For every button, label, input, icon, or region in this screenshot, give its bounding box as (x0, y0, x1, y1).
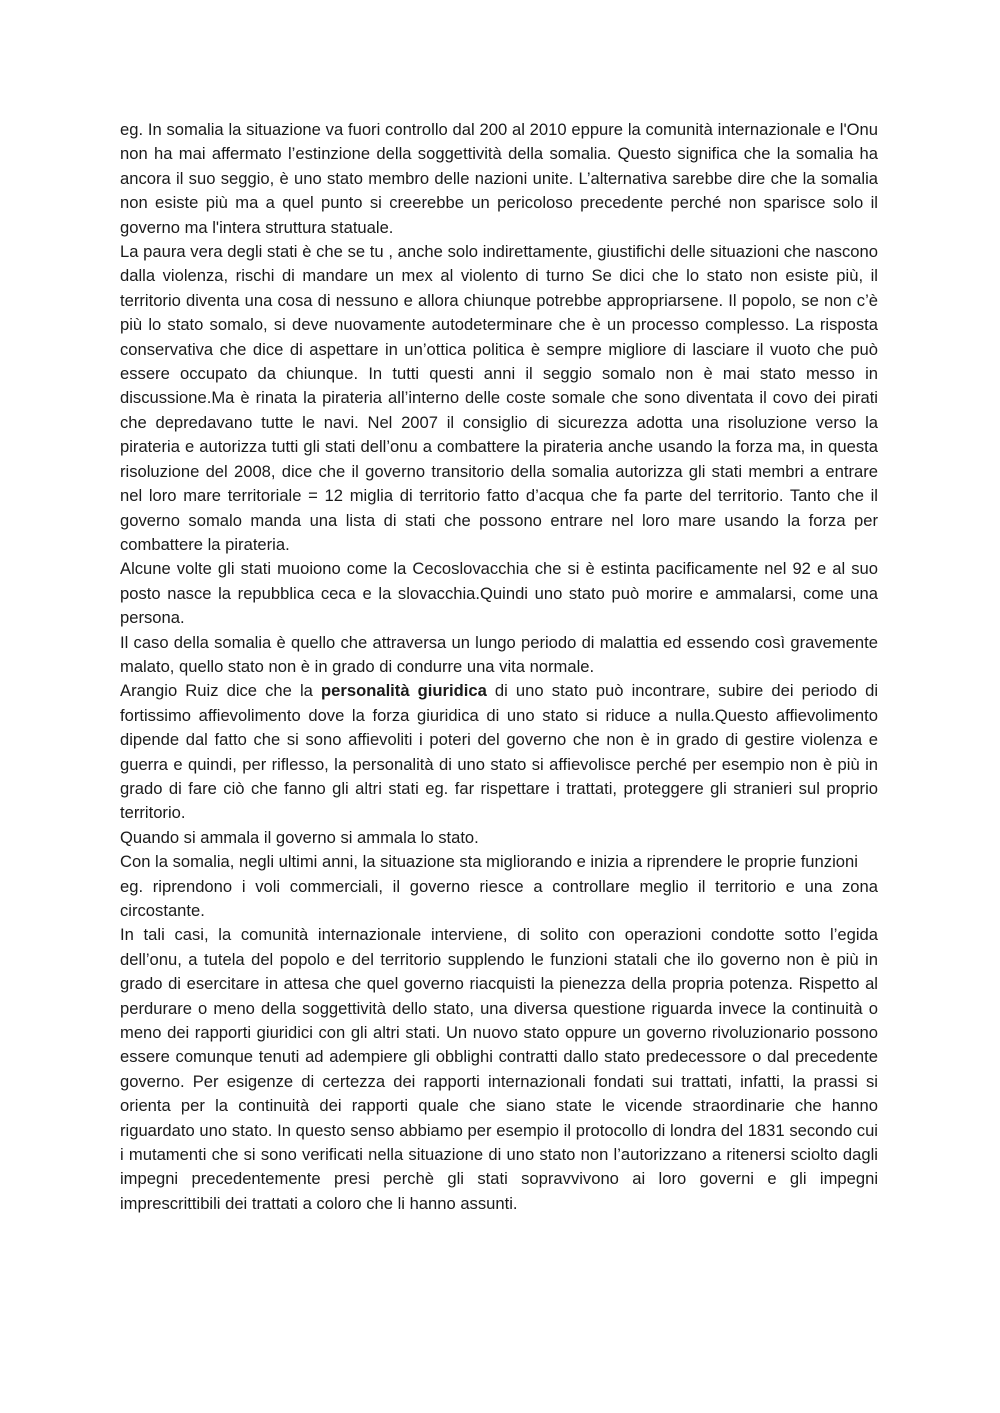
paragraph-paura-stati: La paura vera degli stati è che se tu , anche solo indirettamente, giustifichi delle situazioni che nascono dalla violenza, rischi di mandare un mex al violento di turno Se dici che lo stato non esiste più, il territorio diventa una cosa di nessuno e allora chiunque potrebbe appropriarsene. Il popolo, se non c’è più lo stato somalo, si deve nuovamente autodeterminare che è un processo complesso. La risposta conservativa che dice di aspettare in un’ottica politica è sempre migliore di lasciare il vuoto che può essere occupato da chiunque. In tutti questi anni il seggio somalo non è mai stato messo in discussione.Ma è rinata la pirateria all’interno delle coste somale che sono diventata il covo dei pirati che depredavano tutte le navi. Nel 2007 il consiglio di sicurezza adotta una risoluzione verso la pirateria e autorizza tutti gli stati dell’onu a combattere la pirateria anche usando la forza ma, in questa risoluzione del 2008, dice che il governo transitorio della somalia autorizza gli stati membri a entrare nel loro mare territoriale = 12 miglia di territorio fatto d’acqua che fa parte del territorio. Tanto che il governo somalo manda una lista di stati che possono entrare nel loro mare usando la forza per combattere la pirateria. (120, 242, 878, 554)
document-page (120, 118, 878, 1216)
personalita-giuridica-bold: personalità giuridica (321, 681, 487, 701)
paragraph-somalia-intro: eg. In somalia la situazione va fuori controllo dal 200 al 2010 eppure la comunità internazionale e l'Onu non ha mai affermato l’estinzione della soggettività della somalia. Questo significa che la somalia ha ancora il suo seggio, è uno stato membro delle nazioni unite. L’alternativa sarebbe dire che la somalia non esiste più ma a quel punto si creerebbe un pericoloso precedente perché non sparisce solo il governo ma l'intera struttura statuale. (120, 120, 878, 237)
paragraph-governo-stato: Quando si ammala il governo si ammala lo stato. (120, 827, 479, 847)
paragraph-comunita-internazionale: In tali casi, la comunità internazionale interviene, di solito con operazioni condotte sotto l’egida dell’onu, a tutela del popolo e del territorio supplendo le funzioni statali che ilo governo non è più in grado di esercitare in attesa che quel governo riacquisti la pienezza della propria potenza. Rispetto al perdurare o meno della soggettività dello stato, una diversa questione riguarda invece la continuità o meno dei rapporti giuridici con gli altri stati. Un nuovo stato oppure un governo rivoluzionario possono essere comunque tenuti ad adempiere gli obblighi contratti dallo stato predecessore o dal precedente governo. Per esigenze di certezza dei rapporti internazionali fondati sui trattati, infatti, la prassi si orienta per la continuità dei rapporti quale che siano state le vicende straordinarie che hanno riguardato uno stato. In questo senso abbiamo per esempio il protocollo di londra del 1831 secondo cui i mutamenti che si sono verificati nella situazione di uno stato non l’autorizzano a ritenersi sciolto dagli impegni precedentemente presi perchè gli stati sopravvivono ai loro governi e gli impegni imprescrittibili dei trattati a coloro che li hanno assunti. (120, 925, 878, 1213)
paragraph-arangio-ruiz (120, 679, 878, 825)
paragraph-caso-somalia: Il caso della somalia è quello che attraversa un lungo periodo di malattia ed essendo così gravemente malato, quello stato non è in grado di condurre una vita normale. (120, 632, 878, 676)
arangio-ruiz-text-start: Arangio Ruiz dice che la (120, 681, 322, 701)
paragraph-voli-commerciali: eg. riprendono i voli commerciali, il governo riesce a controllare meglio il territorio e una zona circostante. (120, 876, 878, 920)
paragraph-somalia-migliora: Con la somalia, negli ultimi anni, la situazione sta migliorando e inizia a riprendere le proprie funzioni (120, 852, 858, 872)
paragraph-cecoslovacchia: Alcune volte gli stati muoiono come la Cecoslovacchia che si è estinta pacificamente nel 92 e al suo posto nasce la repubblica ceca e la slovacchia.Quindi uno stato può morire e ammalarsi, come una persona. (120, 559, 878, 628)
arangio-ruiz-text-end: di uno stato può incontrare, subire dei periodo di fortissimo affievolimento dove la forza giuridica di uno stato si riduce a nulla.Questo affievolimento dipende dal fatto che si sono affievoliti i poteri del governo che non è in grado di gestire violenza e guerra e quindi, per riflesso, la personalità di uno stato si affievolisce perché per esempio non è più in grado di fare ciò che fanno gli altri stati eg. far rispettare i trattati, proteggere gli stranieri sul proprio territorio. (120, 681, 879, 823)
